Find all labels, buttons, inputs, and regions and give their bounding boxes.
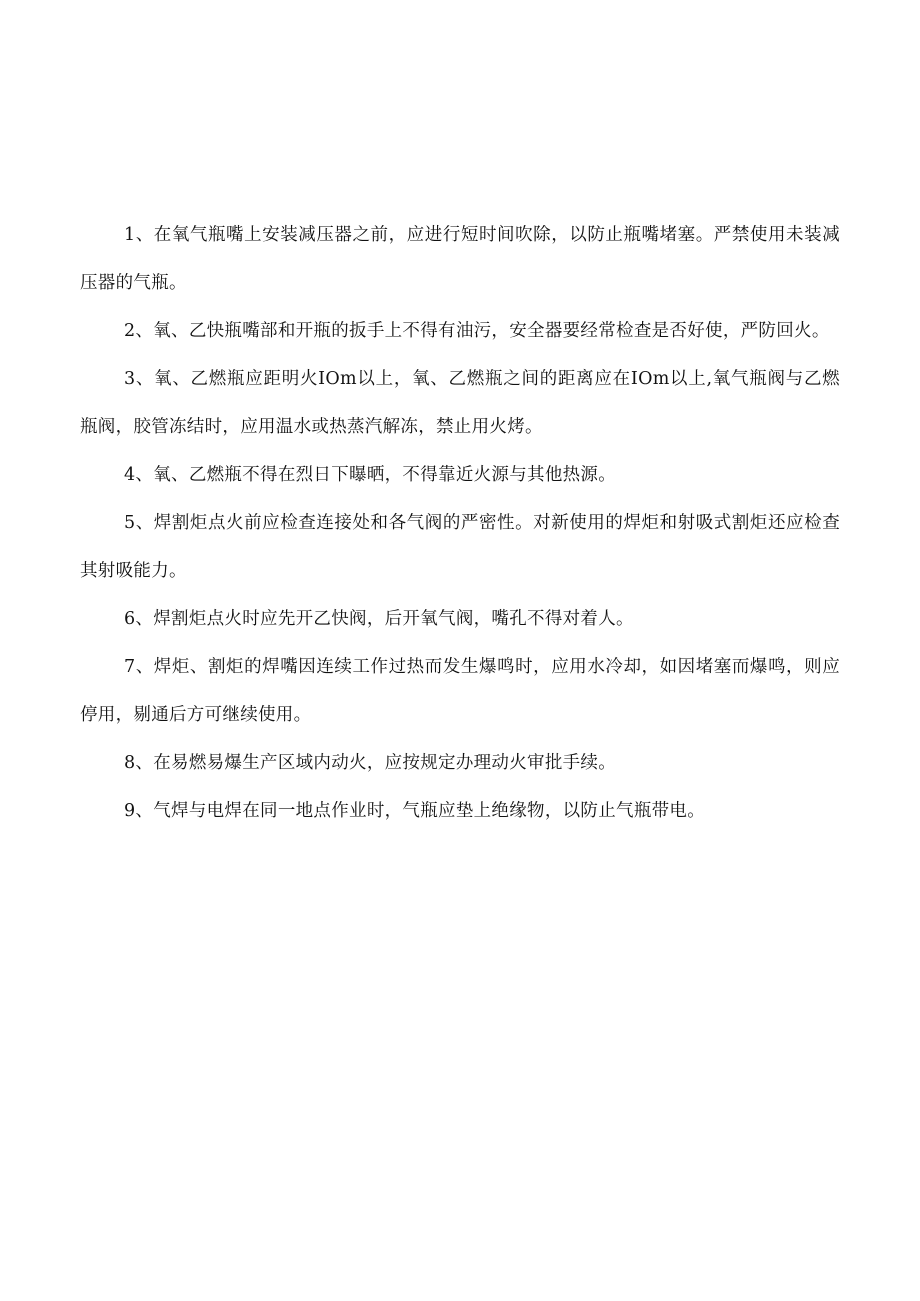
document-body <box>80 211 840 835</box>
paragraph-7: 7、焊炬、割炬的焊嘴因连续工作过热而发生爆鸣时，应用水冷却，如因堵塞而爆鸣，则应停用，剔通后方可继续使用。 <box>80 657 840 725</box>
paragraph-4: 4、氧、乙燃瓶不得在烈日下曝晒，不得靠近火源与其他热源。 <box>124 465 617 485</box>
paragraph-8: 8、在易燃易爆生产区域内动火，应按规定办理动火审批手续。 <box>124 753 617 773</box>
paragraph-3: 3、氧、乙燃瓶应距明火IOm以上，氧、乙燃瓶之间的距离应在IOm以上,氧气瓶阀与乙燃瓶阀，胶管冻结时，应用温水或热蒸汽解冻，禁止用火烤。 <box>80 369 840 437</box>
paragraph-6: 6、焊割炬点火时应先开乙快阀，后开氧气阀，嘴孔不得对着人。 <box>124 609 634 629</box>
paragraph-1: 1、在氧气瓶嘴上安装减压器之前，应进行短时间吹除，以防止瓶嘴堵塞。严禁使用未装减压器的气瓶。 <box>80 225 840 293</box>
paragraph-9: 9、气焊与电焊在同一地点作业时，气瓶应垫上绝缘物，以防止气瓶带电。 <box>124 801 706 821</box>
paragraph-2: 2、氧、乙快瓶嘴部和开瓶的扳手上不得有油污，安全器要经常检查是否好使，严防回火。 <box>124 321 830 341</box>
paragraph-5: 5、焊割炬点火前应检查连接处和各气阀的严密性。对新使用的焊炬和射吸式割炬还应检查其射吸能力。 <box>80 513 840 581</box>
